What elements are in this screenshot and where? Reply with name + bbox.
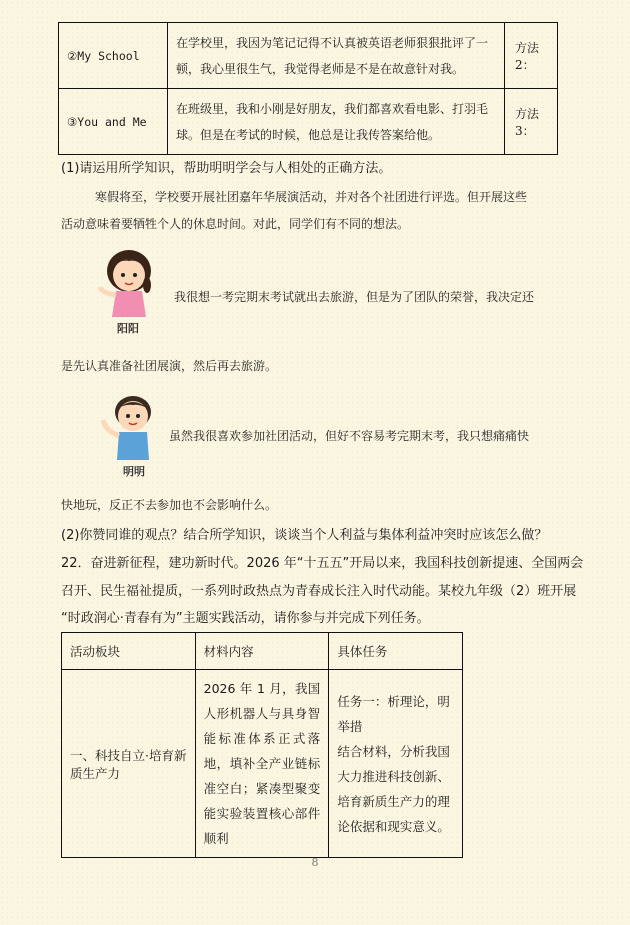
mingming-speech-cont: 快地玩，反正不去参加也不会影响什么。 — [61, 498, 278, 512]
task-title: 任务一：析理论，明举措 — [337, 693, 450, 734]
methods-table — [58, 22, 558, 155]
question-2: (2)你赞同谁的观点？结合所学知识，谈谈当个人利益与集体利益冲突时应该怎么做？ — [61, 528, 548, 543]
scenario-text: 在学校里，我因为笔记记得不认真被英语老师狠狠批评了一顿，我心里很生气，我觉得老师是不是在故意针对我。 — [168, 23, 505, 89]
column-header: 活动板块 — [62, 633, 196, 670]
yangyang-speech: 我很想一考完期末考试就出去旅游，但是为了团队的荣誉，我决定还 — [174, 290, 535, 304]
question-22: 22．奋进新征程，建功新时代。2026 年“十五五”开局以来，我国科技创新提速、全国两会 — [61, 556, 584, 571]
task-cell — [329, 670, 463, 858]
yangyang-speech-cont: 是先认真准备社团展演，然后再去旅游。 — [61, 359, 278, 373]
page-number: 8 — [311, 856, 319, 869]
activity-table — [61, 632, 463, 858]
material-content: 2026 年 1 月，我国人形机器人与具身智能标准体系正式落地，填补全产业链标准空白；紧凑型聚变能实验装置核心部件顺利 — [195, 670, 329, 858]
column-header: 材料内容 — [195, 633, 329, 670]
mingming-speech: 虽然我很喜欢参加社团活动，但好不容易考完期末考，我只想痛痛快 — [169, 429, 530, 443]
method-cell: 方法 2： — [505, 23, 558, 89]
task-body: 结合材料，分析我国大力推进科技创新、培育新质生产力的理论依据和现实意义。 — [337, 743, 450, 834]
method-cell: 方法 3： — [505, 89, 558, 155]
question-22-cont: “时政润心·青春有为”主题实践活动，请你参与并完成下列任务。 — [61, 611, 430, 626]
table-row — [59, 89, 558, 155]
yangyang-avatar — [92, 245, 162, 319]
yangyang-name: 阳阳 — [117, 322, 139, 335]
mingming-avatar — [97, 388, 165, 462]
scenario-name: ③You and Me — [59, 89, 168, 155]
scenario-name: ②My School — [59, 23, 168, 89]
intro-line: 寒假将至，学校要开展社团嘉年华展演活动，并对各个社团进行评选。但开展这些 — [95, 190, 528, 204]
intro-line: 活动意味着要牺牲个人的休息时间。对此，同学们有不同的想法。 — [61, 217, 410, 231]
question-22-cont: 召开、民生福祉提质，一系列时政热点为青春成长注入时代动能。某校九年级（2）班开展 — [61, 584, 577, 599]
mingming-name: 明明 — [123, 465, 145, 478]
table-header-row — [62, 633, 463, 670]
question-1: (1)请运用所学知识，帮助明明学会与人相处的正确方法。 — [61, 161, 392, 176]
column-header: 具体任务 — [329, 633, 463, 670]
activity-block: 一、科技自立·培育新质生产力 — [62, 670, 196, 858]
scenario-text: 在班级里，我和小刚是好朋友，我们都喜欢看电影、打羽毛球。但是在考试的时候，他总是让我传答案给他。 — [168, 89, 505, 155]
table-row — [62, 670, 463, 858]
table-row — [59, 23, 558, 89]
